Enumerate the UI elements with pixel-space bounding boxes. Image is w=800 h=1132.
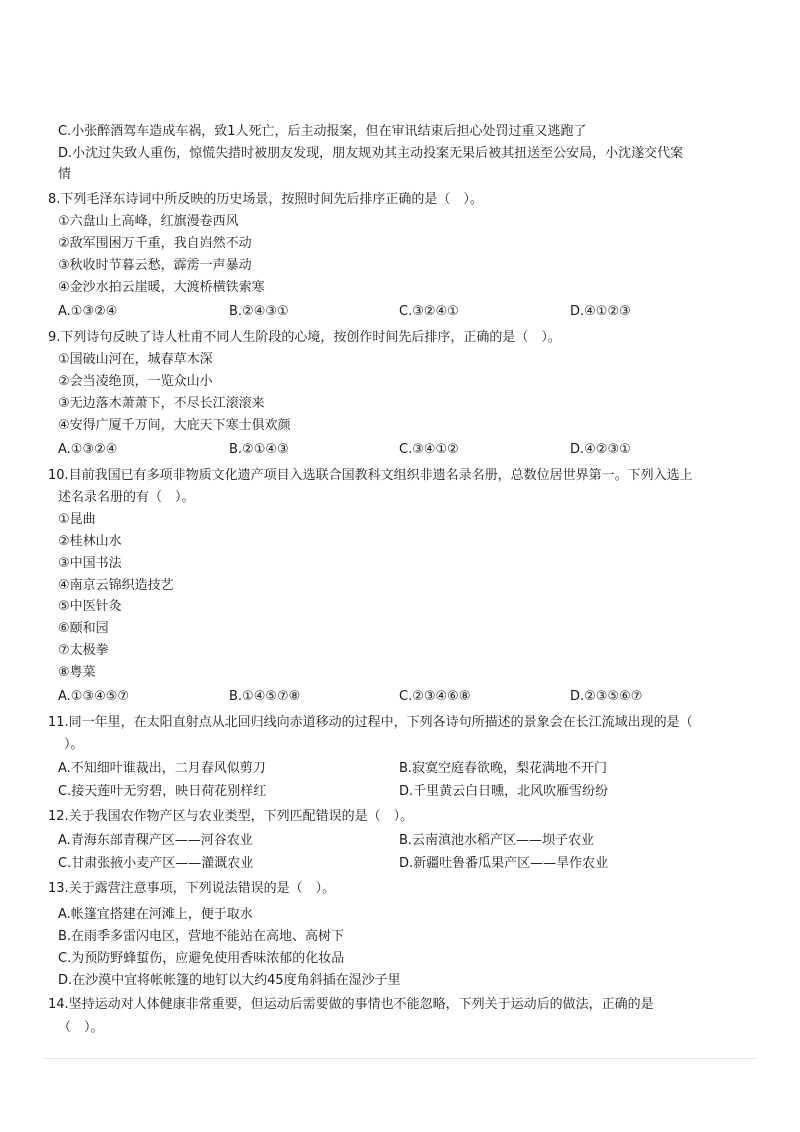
q9-item-2: ②会当凌绝顶，一览众山小: [58, 374, 213, 389]
q8-stem: 8.下列毛泽东诗词中所反映的历史场景，按照时间先后排序正确的是（ ）。: [48, 192, 483, 207]
q10-item-2: ②桂林山水: [58, 534, 122, 549]
q10-stem-line2: 述名录名册的有（ ）。: [58, 490, 195, 505]
q9-item-1: ①国破山河在，城春草木深: [58, 352, 213, 367]
q10-item-8: ⑧粤菜: [58, 665, 96, 680]
q8-item-1: ①六盘山上高峰，红旗漫卷西风: [58, 214, 239, 229]
q12-option-a: A.青海东部青稞产区——河谷农业: [58, 833, 253, 848]
q14-stem-line2: （ ）。: [58, 1020, 104, 1035]
q14-stem-line1: 14.坚持运动对人体健康非常重要，但运动后需要做的事情也不能忽略，下列关于运动后的做法，正确的是: [48, 997, 654, 1012]
q8-option-c: C.③②④①: [399, 304, 459, 319]
q10-option-b: B.①④⑤⑦⑧: [229, 689, 301, 704]
q8-item-4: ④金沙水拍云崖暖，大渡桥横铁索寒: [58, 280, 265, 295]
q12-stem: 12.关于我国农作物产区与农业类型，下列匹配错误的是（ ）。: [48, 809, 414, 824]
q10-item-1: ①昆曲: [58, 512, 96, 527]
q13-option-a: A.帐篷宜搭建在河滩上，便于取水: [58, 907, 253, 922]
q8-option-a: A.①③②④: [58, 304, 118, 319]
q11-stem-line1: 11.同一年里，在太阳直射点从北回归线向赤道移动的过程中，下列各诗句所描述的景象会在长江流域出现的是（: [48, 715, 693, 730]
q11-stem-line2: ）。: [64, 737, 84, 752]
q10-stem-line1: 10.目前我国已有多项非物质文化遗产项目入选联合国教科文组织非遗名录名册，总数位居世界第一。下列入选上: [48, 468, 693, 483]
q9-item-4: ④安得广厦千万间，大庇天下寒士俱欢颜: [58, 418, 291, 433]
q13-option-c: C.为预防野蜂蜇伤，应避免使用香味浓郁的化妆品: [58, 951, 345, 966]
q10-item-4: ④南京云锦织造技艺: [58, 578, 174, 593]
q8-option-b: B.②④③①: [229, 304, 289, 319]
q9-stem: 9.下列诗句反映了诗人杜甫不同人生阶段的心境，按创作时间先后排序，正确的是（ ）。: [48, 330, 561, 345]
q9-option-d: D.④②③①: [570, 442, 631, 457]
q7-option-c: C.小张醉酒驾车造成车祸，致1人死亡，后主动报案，但在审讯结束后担心处罚过重又逃跑了: [58, 124, 587, 139]
q7-option-d-line1: D.小沈过失致人重伤，惊慌失措时被朋友发现，朋友规劝其主动投案无果后被其扭送至公安局，小沈遂交代案: [58, 146, 684, 161]
q8-option-d: D.④①②③: [570, 304, 631, 319]
q9-option-b: B.②①④③: [229, 442, 289, 457]
q10-option-a: A.①③④⑤⑦: [58, 689, 130, 704]
q10-option-d: D.②③⑤⑥⑦: [570, 689, 643, 704]
q9-option-a: A.①③②④: [58, 442, 118, 457]
q11-option-d: D.千里黄云白日曛，北风吹雁雪纷纷: [399, 784, 609, 799]
q11-option-a: A.不知细叶谁裁出，二月春风似剪刀: [58, 761, 266, 776]
q7-option-d-line2: 情: [58, 167, 72, 182]
q12-option-c: C.甘肃张掖小麦产区——灌溉农业: [58, 856, 254, 871]
q10-item-6: ⑥颐和园: [58, 621, 109, 636]
q10-item-3: ③中国书法: [58, 556, 122, 571]
q8-item-2: ②敌军围困万千重，我自岿然不动: [58, 236, 252, 251]
page-divider: [44, 1058, 756, 1059]
q9-item-3: ③无边落木萧萧下，不尽长江滚滚来: [58, 396, 265, 411]
q9-option-c: C.③④①②: [399, 442, 459, 457]
q10-item-5: ⑤中医针灸: [58, 599, 122, 614]
q11-option-b: B.寂寞空庭春欲晚，梨花满地不开门: [399, 761, 608, 776]
q10-option-c: C.②③④⑥⑧: [399, 689, 471, 704]
q8-item-3: ③秋收时节暮云愁，霹雳一声暴动: [58, 258, 252, 273]
q11-option-c: C.接天莲叶无穷碧，映日荷花别样红: [58, 784, 267, 799]
q10-item-7: ⑦太极拳: [58, 643, 109, 658]
q13-stem: 13.关于露营注意事项，下列说法错误的是（ ）。: [48, 881, 336, 896]
q13-option-d: D.在沙漠中宜将帐帐篷的地钉以大约45度角斜插在湿沙子里: [58, 973, 401, 988]
q12-option-b: B.云南滇池水稻产区——坝子农业: [399, 833, 595, 848]
q13-option-b: B.在雨季多雷闪电区，营地不能站在高地、高树下: [58, 929, 345, 944]
q12-option-d: D.新疆吐鲁番瓜果产区——旱作农业: [399, 856, 609, 871]
